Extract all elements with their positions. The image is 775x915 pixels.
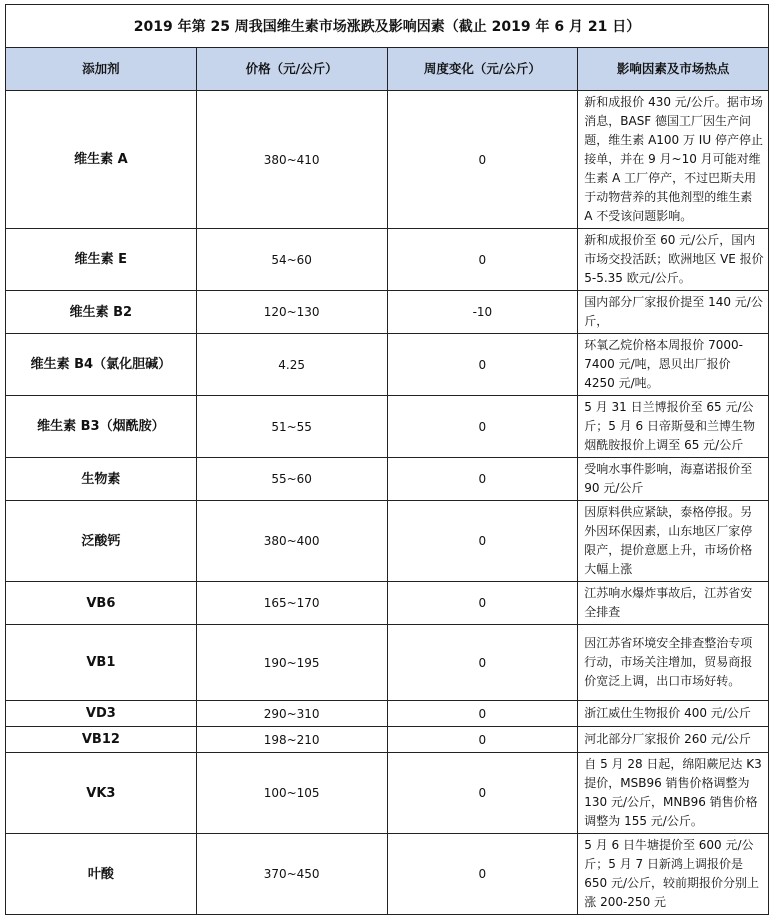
additive-name-cell: VD3	[6, 701, 197, 727]
market-factors-cell: 国内部分厂家报价提至 140 元/公斤，	[578, 291, 769, 334]
price-cell: 198~210	[196, 727, 387, 753]
additive-name-cell: 生物素	[6, 458, 197, 501]
market-factors-cell: 江苏响水爆炸事故后，江苏省安全排查	[578, 582, 769, 625]
market-factors-cell: 因江苏省环境安全排查整治专项行动，市场关注增加，贸易商报价宽泛上调，出口市场好转。	[578, 625, 769, 701]
vitamin-market-table-container	[5, 4, 769, 915]
price-cell: 190~195	[196, 625, 387, 701]
price-cell: 120~130	[196, 291, 387, 334]
table-row	[6, 753, 769, 834]
weekly-change-cell: 0	[387, 582, 578, 625]
market-factors-cell: 因原料供应紧缺，泰格停报。另外因环保因素，山东地区厂家停限产，提价意愿上升，市场价格大幅上涨	[578, 501, 769, 582]
weekly-change-cell: 0	[387, 625, 578, 701]
price-cell: 165~170	[196, 582, 387, 625]
additive-name-cell: 维生素 B3（烟酰胺）	[6, 396, 197, 458]
price-cell: 290~310	[196, 701, 387, 727]
weekly-change-cell: 0	[387, 396, 578, 458]
market-factors-cell: 5 月 6 日牛塘提价至 600 元/公斤；5 月 7 日新鸿上调报价是 650 元/公斤，较前期报价分别上涨 200-250 元	[578, 834, 769, 915]
weekly-change-cell: 0	[387, 91, 578, 229]
additive-name-cell: VK3	[6, 753, 197, 834]
price-cell: 100~105	[196, 753, 387, 834]
market-factors-cell: 新和成报价至 60 元/公斤，国内市场交投活跃；欧洲地区 VE 报价 5-5.35 欧元/公斤。	[578, 229, 769, 291]
table-row	[6, 582, 769, 625]
weekly-change-cell: 0	[387, 334, 578, 396]
table-row	[6, 334, 769, 396]
additive-name-cell: VB6	[6, 582, 197, 625]
header-additive: 添加剂	[6, 48, 197, 91]
title-row	[6, 5, 769, 48]
additive-name-cell: 维生素 A	[6, 91, 197, 229]
price-cell: 51~55	[196, 396, 387, 458]
price-cell: 380~400	[196, 501, 387, 582]
weekly-change-cell: 0	[387, 701, 578, 727]
weekly-change-cell: 0	[387, 753, 578, 834]
table-row	[6, 91, 769, 229]
market-factors-cell: 环氧乙烷价格本周报价 7000-7400 元/吨，恩贝出厂报价 4250 元/吨。	[578, 334, 769, 396]
table-row	[6, 701, 769, 727]
weekly-change-cell: 0	[387, 834, 578, 915]
header-row	[6, 48, 769, 91]
table-row	[6, 501, 769, 582]
table-row	[6, 834, 769, 915]
weekly-change-cell: 0	[387, 727, 578, 753]
additive-name-cell: 泛酸钙	[6, 501, 197, 582]
market-factors-cell: 浙江威仕生物报价 400 元/公斤	[578, 701, 769, 727]
weekly-change-cell: -10	[387, 291, 578, 334]
market-factors-cell: 5 月 31 日兰博报价至 65 元/公斤；5 月 6 日帝斯曼和兰博生物烟酰胺报价上调至 65 元/公斤	[578, 396, 769, 458]
additive-name-cell: VB12	[6, 727, 197, 753]
header-factors: 影响因素及市场热点	[578, 48, 769, 91]
price-cell: 54~60	[196, 229, 387, 291]
additive-name-cell: 维生素 B2	[6, 291, 197, 334]
additive-name-cell: 维生素 B4（氯化胆碱）	[6, 334, 197, 396]
table-row	[6, 625, 769, 701]
table-row	[6, 727, 769, 753]
price-cell: 55~60	[196, 458, 387, 501]
additive-name-cell: 叶酸	[6, 834, 197, 915]
table-row	[6, 396, 769, 458]
table-row	[6, 291, 769, 334]
price-cell: 370~450	[196, 834, 387, 915]
additive-name-cell: 维生素 E	[6, 229, 197, 291]
header-price: 价格（元/公斤）	[196, 48, 387, 91]
table-row	[6, 229, 769, 291]
weekly-change-cell: 0	[387, 501, 578, 582]
price-cell: 380~410	[196, 91, 387, 229]
market-factors-cell: 自 5 月 28 日起，绵阳蕨尼达 K3 提价，MSB96 销售价格调整为 130 元/公斤，MNB96 销售价格调整为 155 元/公斤。	[578, 753, 769, 834]
table-title: 2019 年第 25 周我国维生素市场涨跌及影响因素（截止 2019 年 6 月 21 日）	[6, 5, 769, 48]
vitamin-market-table	[5, 4, 769, 915]
table-row	[6, 458, 769, 501]
price-cell: 4.25	[196, 334, 387, 396]
header-weekly-change: 周度变化（元/公斤）	[387, 48, 578, 91]
weekly-change-cell: 0	[387, 458, 578, 501]
market-factors-cell: 新和成报价 430 元/公斤。据市场消息，BASF 德国工厂因生产问题，维生素 A100 万 IU 停产停止接单，并在 9 月~10 月可能对维生素 A 工厂停产，不过巴斯夫用于动物营养的其他剂型的维生素 A 不受该问题影响。	[578, 91, 769, 229]
weekly-change-cell: 0	[387, 229, 578, 291]
market-factors-cell: 河北部分厂家报价 260 元/公斤	[578, 727, 769, 753]
additive-name-cell: VB1	[6, 625, 197, 701]
market-factors-cell: 受响水事件影响，海嘉诺报价至 90 元/公斤	[578, 458, 769, 501]
